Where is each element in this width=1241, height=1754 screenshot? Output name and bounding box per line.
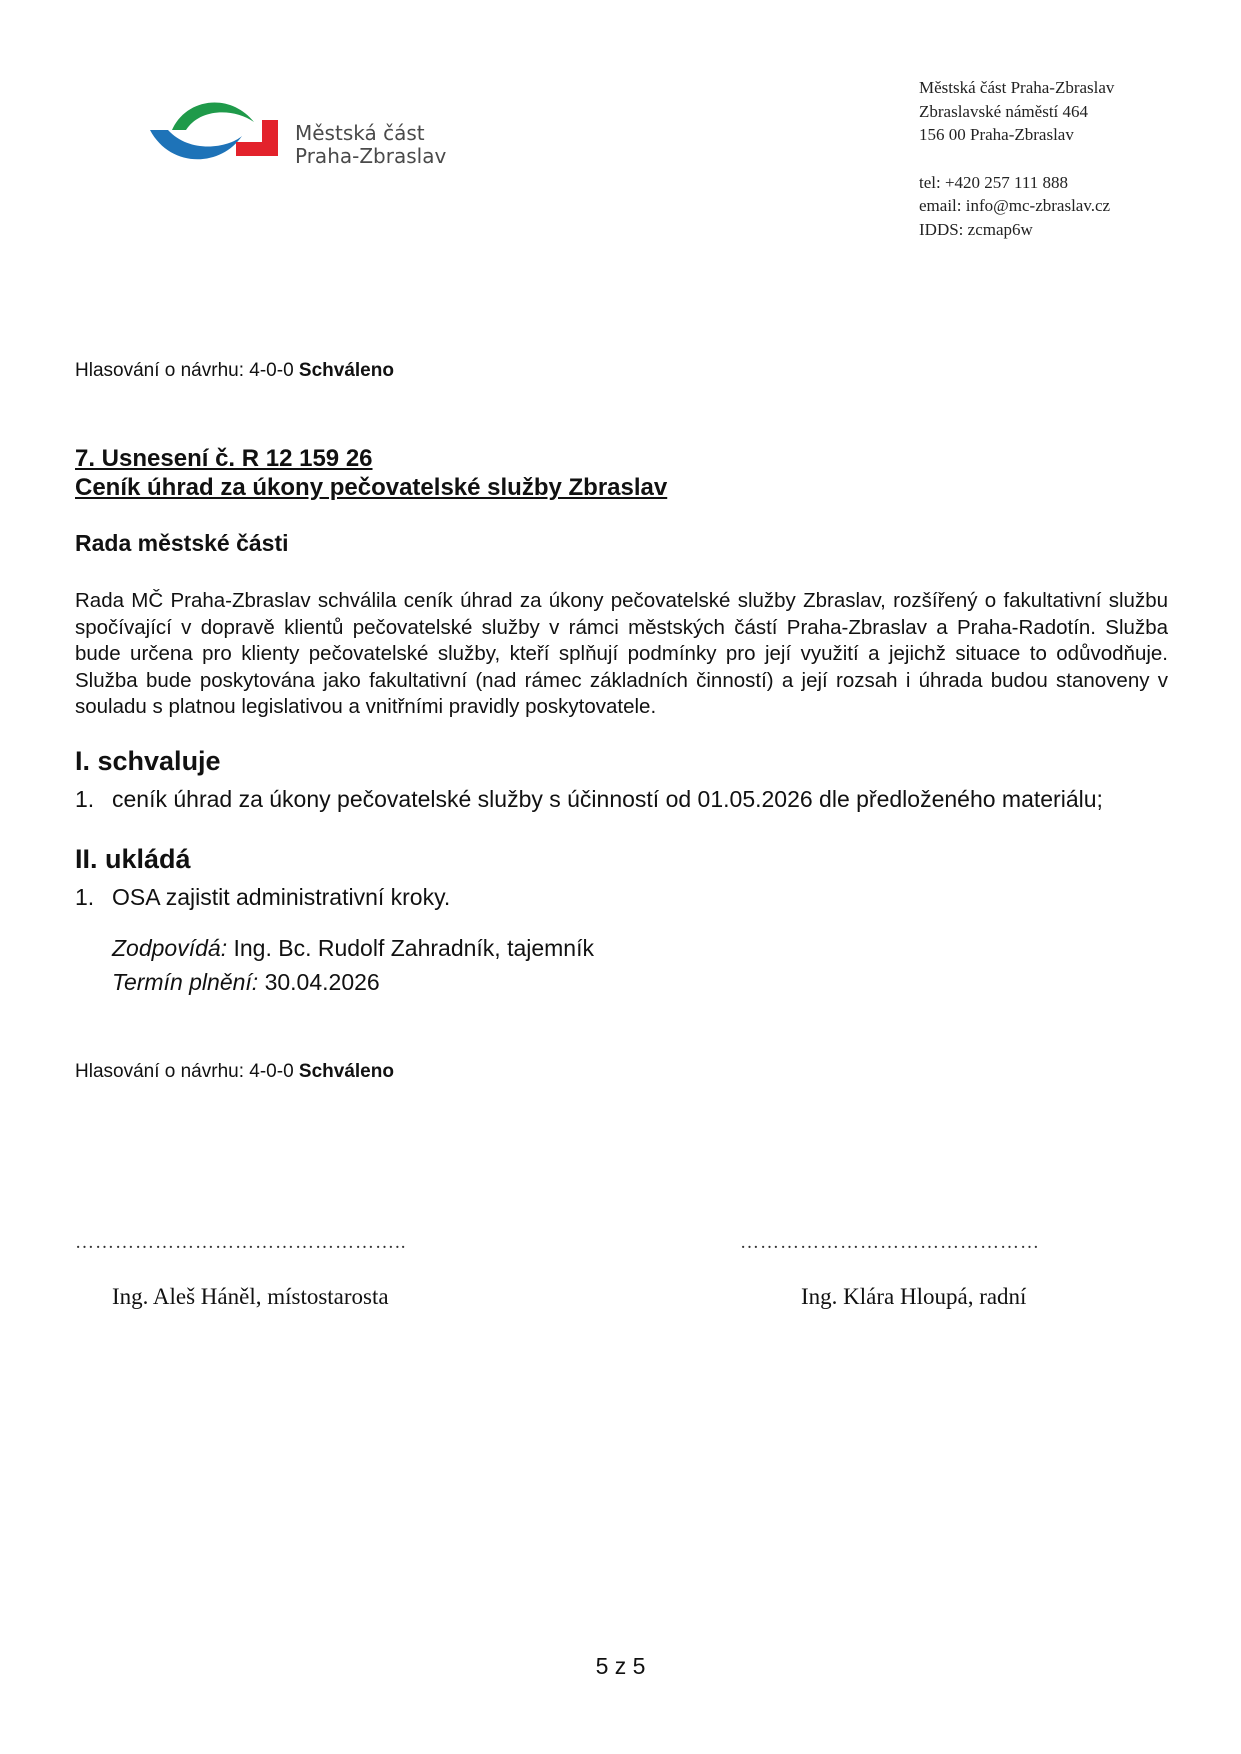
- list-item-text: OSA zajistit administrativní kroky.: [112, 884, 451, 910]
- deadline-value: 30.04.2026: [264, 969, 380, 995]
- vote-status: Schváleno: [298, 360, 394, 381]
- deadline-label: Termín plnění:: [112, 969, 259, 995]
- resolution-heading: [75, 444, 667, 502]
- logo-line-1: Městská část: [295, 121, 425, 145]
- section-assigns-heading: II. ukládá: [75, 844, 191, 874]
- signature-line-right: ………………………………………: [740, 1232, 1040, 1253]
- address-idds: IDDS: zcmap6w: [919, 219, 1033, 239]
- logo-blue-wave: [150, 130, 242, 159]
- address-line-3: 156 00 Praha-Zbraslav: [919, 125, 1074, 144]
- section-approves-item: [75, 785, 1168, 813]
- page-number: 5 z 5: [595, 1653, 646, 1679]
- address-line-2: Zbraslavské náměstí 464: [919, 101, 1089, 121]
- responsible-label: Zodpovídá:: [112, 935, 228, 961]
- municipality-logo: [150, 96, 450, 176]
- resolution-text: Rada MČ Praha-Zbraslav schválila ceník úhrad za úkony pečovatelské služby Zbraslav, rozšířený o fakultativní službu spočívající v dopravě klientů pečovatelské služby v rámci městských částí Praha-Zbraslav a Praha-Radotín. Služba bude určena pro klienty pečovatelské služby, kteří splňují podmínky pro její využití a jejichž situace to odůvodňuje. Služba bude poskytována jako fakultativní (nad rámec základních činností) a její rozsah i úhrada budou stanoveny v souladu s platnou legislativou a vnitřními pravidly poskytovatele.: [75, 589, 1168, 718]
- vote-result-bottom: [75, 1061, 394, 1083]
- logo-green-arc: [172, 102, 254, 130]
- vote-status: Schváleno: [298, 1061, 394, 1082]
- council-heading: Rada městské části: [75, 530, 289, 556]
- vote-colon: :: [238, 1061, 244, 1082]
- resolution-number: 7. Usnesení č. R 12 159 26: [75, 445, 373, 472]
- responsible-line: [112, 931, 594, 965]
- responsible-value: Ing. Bc. Rudolf Zahradník, tajemník: [233, 935, 594, 961]
- section-assigns-item: [75, 883, 1168, 911]
- vote-label: Hlasování o návrhu: [75, 1061, 239, 1082]
- logo-mark-icon: [150, 96, 285, 176]
- address-phone: tel: +420 257 111 888: [919, 172, 1069, 192]
- section-approves-heading: I. schvaluje: [75, 746, 221, 776]
- list-item-number: 1.: [75, 884, 95, 910]
- logo-red-step: [236, 120, 278, 156]
- deadline-line: [112, 965, 380, 999]
- logo-wordmark: [295, 122, 446, 168]
- resolution-title: Ceník úhrad za úkony pečovatelské služby Zbraslav: [75, 474, 668, 501]
- logo-line-2: Praha-Zbraslav: [295, 144, 447, 168]
- signatory-right: Ing. Klára Hloupá, radní: [801, 1284, 1027, 1309]
- signature-line-left: …………………………………………..: [75, 1232, 407, 1253]
- vote-result: 4-0-0: [249, 1061, 294, 1082]
- vote-result: 4-0-0: [249, 360, 294, 381]
- address-block: [919, 76, 1114, 241]
- list-item-number: 1.: [75, 786, 95, 812]
- vote-label: Hlasování o návrhu: [75, 360, 239, 381]
- address-line-1: Městská část Praha-Zbraslav: [919, 78, 1115, 97]
- address-email: email: info@mc-zbraslav.cz: [919, 196, 1111, 215]
- list-item-text: ceník úhrad za úkony pečovatelské služby s účinností od 01.05.2026 dle předloženého materiálu;: [112, 786, 1103, 812]
- vote-result-top: [75, 360, 394, 382]
- vote-colon: :: [238, 360, 244, 381]
- signatory-left: Ing. Aleš Háněl, místostarosta: [112, 1284, 389, 1309]
